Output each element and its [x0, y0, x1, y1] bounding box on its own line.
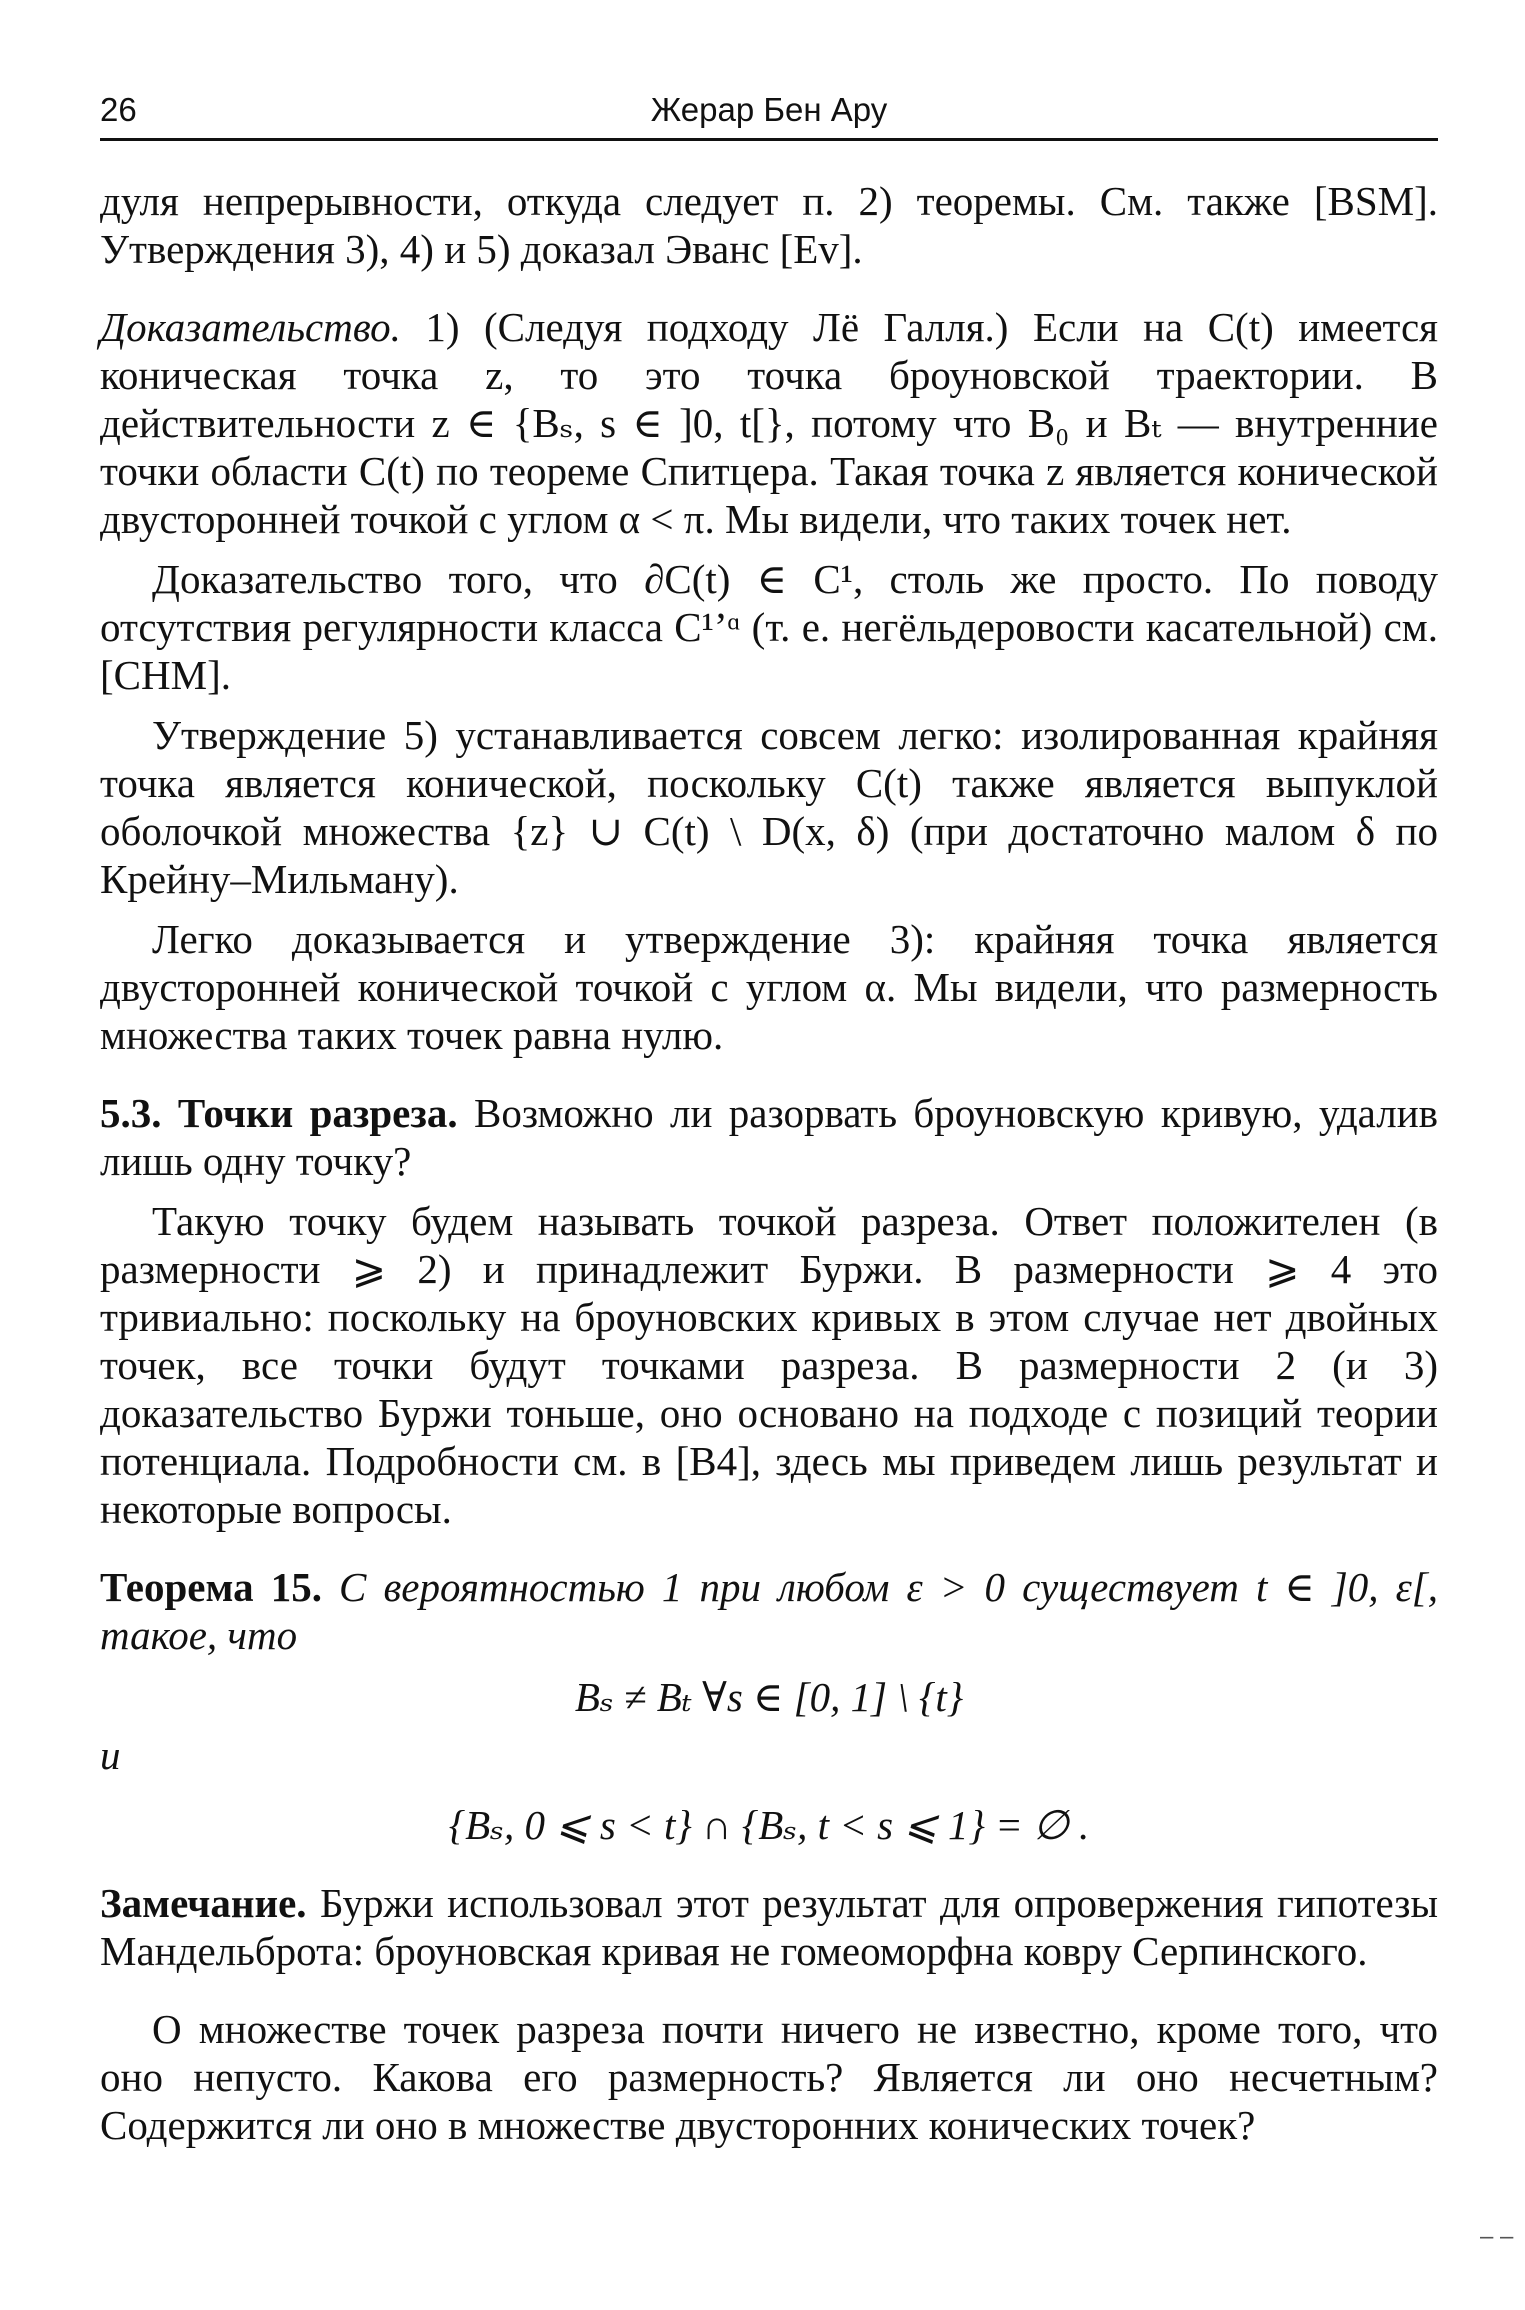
- paragraph-statement-3: Легко доказывается и утверждение 3): крайняя точка является двусторонней конической точкой с углом α. Мы видели, что размерность множества таких точек равна нулю.: [100, 916, 1438, 1058]
- page: [100, 86, 1438, 2149]
- proof-text: 1) (Следуя подходу Лё Галля.) Если на C(t) имеется коническая точка z, то это точка броуновской траектории. В действительности z ∈ {Bₛ, s ∈ ]0, t[}, потому что B₀ и Bₜ — внутренние точки области C(t) по теореме Спитцера. Такая точка z является конической двусторонней точкой с углом α < π. Мы видели, что таких точек нет.: [100, 304, 1438, 542]
- theorem-label: Теорема 15.: [100, 1564, 322, 1610]
- remark-text: Буржи использовал этот результат для опровержения гипотезы Мандельброта: броуновская кривая не гомеоморфна ковру Серпинского.: [100, 1880, 1438, 1974]
- remark-paragraph: [100, 1879, 1438, 1975]
- proof-paragraph: [100, 303, 1438, 543]
- paragraph-statement-5: Утверждение 5) устанавливается совсем легко: изолированная крайняя точка является конической, поскольку C(t) также является выпуклой оболочкой множества {z} ∪ C(t) \ D(x, δ) (при достаточно малом δ по Крейну–Мильману).: [100, 712, 1438, 902]
- paragraph-cut-points: Такую точку будем называть точкой разреза. Ответ положителен (в размерности ⩾ 2) и принадлежит Буржи. В размерности ⩾ 4 это тривиально: поскольку на броуновских кривых в этом случае нет двойных точек, все точки будут точками разреза. В размерности 2 (и 3) доказательство Буржи тоньше, оно основано на подходе с позиций теории потенциала. Подробности см. в [B4], здесь мы приведем лишь результат и некоторые вопросы.: [100, 1198, 1438, 1532]
- section-text: Возможно ли разорвать броуновскую кривую, удалив лишь одну точку?: [100, 1090, 1438, 1184]
- paragraph-open-questions: О множестве точек разреза почти ничего не известно, кроме того, что оно непусто. Какова его размерность? Является ли оно несчетным? Содержится ли оно в множестве двусторонних конических точек?: [100, 2006, 1438, 2148]
- theorem-text: С вероятностью 1 при любом ε > 0 существует t ∈ ]0, ε[, такое, что: [100, 1564, 1438, 1658]
- section-paragraph: [100, 1089, 1438, 1185]
- remark-label: Замечание.: [100, 1880, 307, 1926]
- formula-2: {Bₛ, 0 ⩽ s < t} ∩ {Bₛ, t < s ⩽ 1} = ∅ .: [448, 1802, 1090, 1848]
- scan-edge-mark: – –: [1480, 2223, 1514, 2250]
- paragraph-continuation: дуля непрерывности, откуда следует п. 2) теоремы. См. также [BSM]. Утверждения 3), 4) и 5) доказал Эванс [Ev].: [100, 178, 1438, 272]
- page-header: [100, 86, 1438, 141]
- conjunction-and: и: [100, 1732, 121, 1778]
- running-title: Жерар Бен Ару: [650, 91, 888, 128]
- paragraph-boundary-regularity: Доказательство того, что ∂C(t) ∈ C¹, столь же просто. По поводу отсутствия регулярности класса C¹ʼᵅ (т. е. негёльдеровости касательной) см. [CHM].: [100, 556, 1438, 698]
- page-number: 26: [100, 91, 137, 128]
- theorem-paragraph: [100, 1563, 1438, 1659]
- section-heading: 5.3. Точки разреза.: [100, 1090, 458, 1136]
- proof-label: Доказательство.: [100, 304, 401, 350]
- formula-1: Bₛ ≠ Bₜ ∀s ∈ [0, 1] \ {t}: [574, 1674, 964, 1720]
